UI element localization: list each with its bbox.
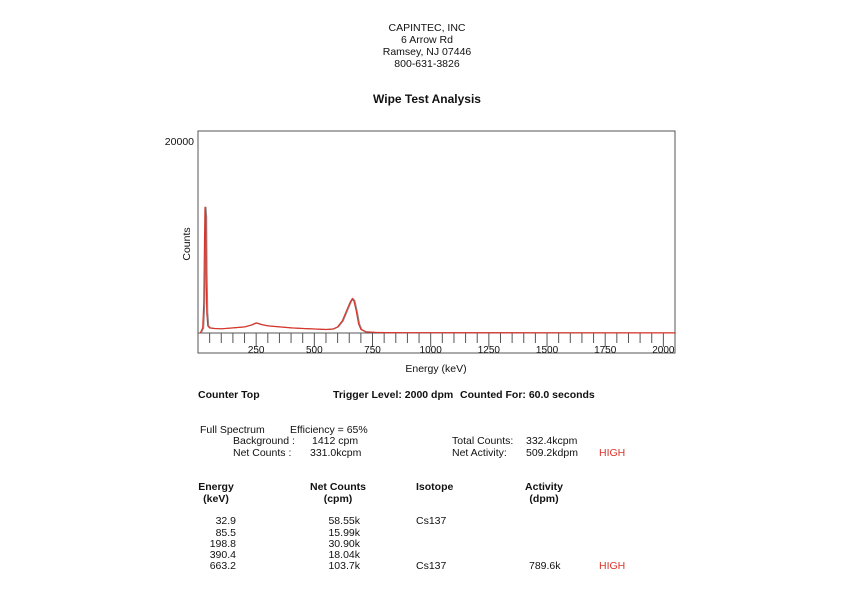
cell-flag: HIGH	[599, 560, 626, 572]
x-tick-label: 1250	[477, 345, 500, 356]
background-value: 1412 cpm	[312, 435, 359, 447]
table-row	[0, 560, 854, 572]
x-tick-label: 1750	[594, 345, 617, 356]
report-title: Wipe Test Analysis	[373, 92, 481, 106]
net-activity-value: 509.2kdpm	[526, 447, 578, 459]
col-header-net-counts: Net Counts	[310, 481, 366, 493]
total-counts-value: 332.4kcpm	[526, 435, 578, 447]
full-spectrum-label: Full Spectrum	[200, 424, 265, 436]
cell-energy: 390.4	[209, 549, 236, 561]
spectrum-baseline-trace	[201, 207, 676, 333]
company-phone: 800-631-3826	[394, 58, 460, 70]
cell-energy: 32.9	[215, 515, 236, 527]
background-label: Background :	[233, 435, 295, 447]
x-tick-label: 250	[247, 345, 265, 356]
results-table	[0, 515, 854, 572]
total-counts-label: Total Counts:	[452, 435, 514, 447]
cell-isotope: Cs137	[416, 560, 447, 572]
trigger-level: Trigger Level: 2000 dpm	[333, 389, 454, 401]
table-row	[0, 549, 854, 560]
company-address-line2: Ramsey, NJ 07446	[382, 46, 472, 58]
net-counts-value: 331.0kcpm	[310, 447, 362, 459]
y-axis-title: Counts	[181, 227, 193, 261]
x-tick-label: 1500	[535, 345, 559, 356]
company-address-line1: 6 Arrow Rd	[401, 34, 453, 46]
table-row	[0, 538, 854, 549]
net-counts-label: Net Counts :	[233, 447, 292, 459]
x-tick-label: 500	[305, 345, 323, 356]
x-tick-label: 2000	[652, 345, 675, 356]
col-header-energy-unit: (keV)	[203, 493, 229, 505]
cell-activity: 789.6k	[529, 560, 561, 572]
net-activity-flag: HIGH	[599, 447, 626, 459]
company-name: CAPINTEC, INC	[388, 22, 466, 34]
y-axis-max-label: 20000	[164, 136, 194, 148]
cell-isotope: Cs137	[416, 515, 447, 527]
x-axis-tick-labels	[248, 345, 675, 356]
col-header-energy: Energy	[198, 481, 234, 493]
location-label: Counter Top	[198, 389, 260, 401]
cell-net-counts: 103.7k	[328, 560, 360, 572]
cell-net-counts: 30.90k	[328, 538, 360, 550]
x-axis-title: Energy (keV)	[405, 363, 467, 375]
col-header-activity: Activity	[525, 481, 563, 493]
cell-net-counts: 15.99k	[328, 527, 360, 539]
col-header-isotope: Isotope	[416, 481, 454, 493]
cell-energy: 198.8	[209, 538, 236, 550]
cell-net-counts: 58.55k	[328, 515, 360, 527]
net-activity-label: Net Activity:	[452, 447, 507, 459]
counted-for: Counted For: 60.0 seconds	[460, 389, 595, 401]
col-header-net-counts-unit: (cpm)	[323, 493, 353, 505]
table-row	[0, 527, 854, 538]
x-tick-label: 750	[364, 345, 381, 356]
plot-frame	[198, 131, 675, 353]
table-row	[0, 515, 854, 527]
cell-energy: 663.2	[209, 560, 236, 572]
x-tick-label: 1000	[419, 345, 442, 356]
efficiency-value: Efficiency = 65%	[290, 424, 368, 436]
cell-energy: 85.5	[215, 527, 236, 539]
col-header-activity-unit: (dpm)	[529, 493, 559, 505]
cell-net-counts: 18.04k	[328, 549, 360, 561]
spectrum-series-line	[200, 207, 675, 333]
